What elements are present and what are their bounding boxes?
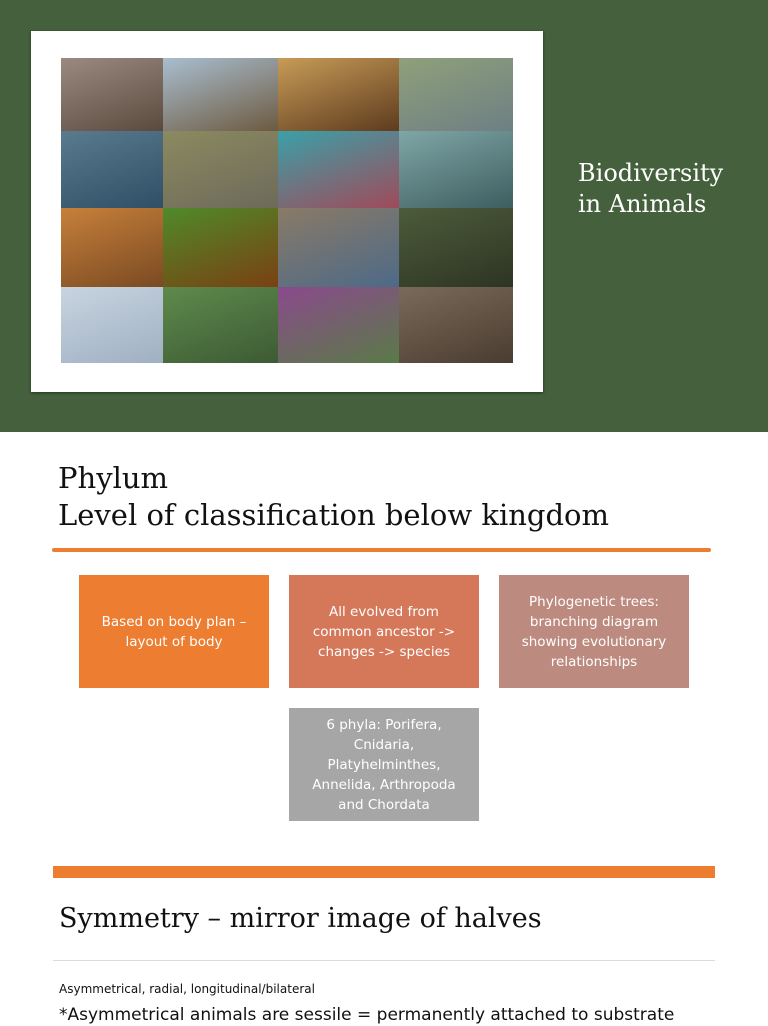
info-box-six-phyla [289, 708, 479, 821]
info-box-common-ancestor [289, 575, 479, 688]
photo-beaver-marsh [399, 58, 513, 131]
slide1-title [578, 158, 758, 220]
photo-redwood-forest [61, 58, 163, 131]
photo-butterfly-flower [278, 287, 399, 363]
box-line: branching diagram [529, 613, 659, 630]
photo-bald-eagle [399, 287, 513, 363]
box-line: common ancestor -> [312, 623, 456, 640]
accent-bar [53, 866, 715, 878]
box-line: Phylogenetic trees: [529, 593, 659, 610]
box-line: Platyhelminthes, [327, 756, 441, 773]
box-line: layout of body [125, 633, 223, 650]
box-line: Based on body plan – [101, 613, 247, 630]
box-line: changes -> species [318, 643, 450, 660]
box-line: 6 phyla: Porifera, [326, 716, 442, 733]
box-line: Annelida, Arthropoda [312, 776, 456, 793]
photo-elk-grassland [61, 208, 163, 287]
slide2-title-line: Phylum [58, 461, 169, 495]
photo-coral-reef [278, 131, 399, 208]
box-line: All evolved from [329, 603, 439, 620]
slide2-title [58, 460, 718, 534]
photo-salmon [163, 287, 278, 363]
photo-sea-otter [399, 131, 513, 208]
photo-collage [61, 58, 513, 363]
box-line: relationships [550, 653, 638, 670]
photo-wolf [163, 131, 278, 208]
symmetry-types: Asymmetrical, radial, longitudinal/bilateral [59, 982, 315, 996]
slide2-title-line: Level of classification below kingdom [58, 498, 609, 532]
slide-phylum [0, 432, 768, 864]
photo-frame [31, 31, 543, 392]
photo-bison [278, 58, 399, 131]
photo-shorebirds [278, 208, 399, 287]
photo-mangroves [399, 208, 513, 287]
title-underline [52, 548, 711, 552]
divider [53, 960, 715, 961]
slide3-title: Symmetry – mirror image of halves [59, 903, 542, 934]
slide-biodiversity [0, 0, 768, 432]
box-line: Cnidaria, [353, 736, 415, 753]
slide1-title-line: in Animals [578, 190, 707, 218]
photo-whale-coast [61, 131, 163, 208]
photo-salamander [163, 208, 278, 287]
slide-symmetry [0, 864, 768, 1024]
photo-polar-bears [61, 287, 163, 363]
box-line: showing evolutionary [521, 633, 667, 650]
sessile-note: *Asymmetrical animals are sessile = permanently attached to substrate [59, 1005, 675, 1025]
info-box-phylogenetic-trees [499, 575, 689, 688]
slide1-title-line: Biodiversity [578, 159, 724, 187]
box-line: and Chordata [338, 796, 430, 813]
photo-owl [163, 58, 278, 131]
info-box-body-plan [79, 575, 269, 688]
